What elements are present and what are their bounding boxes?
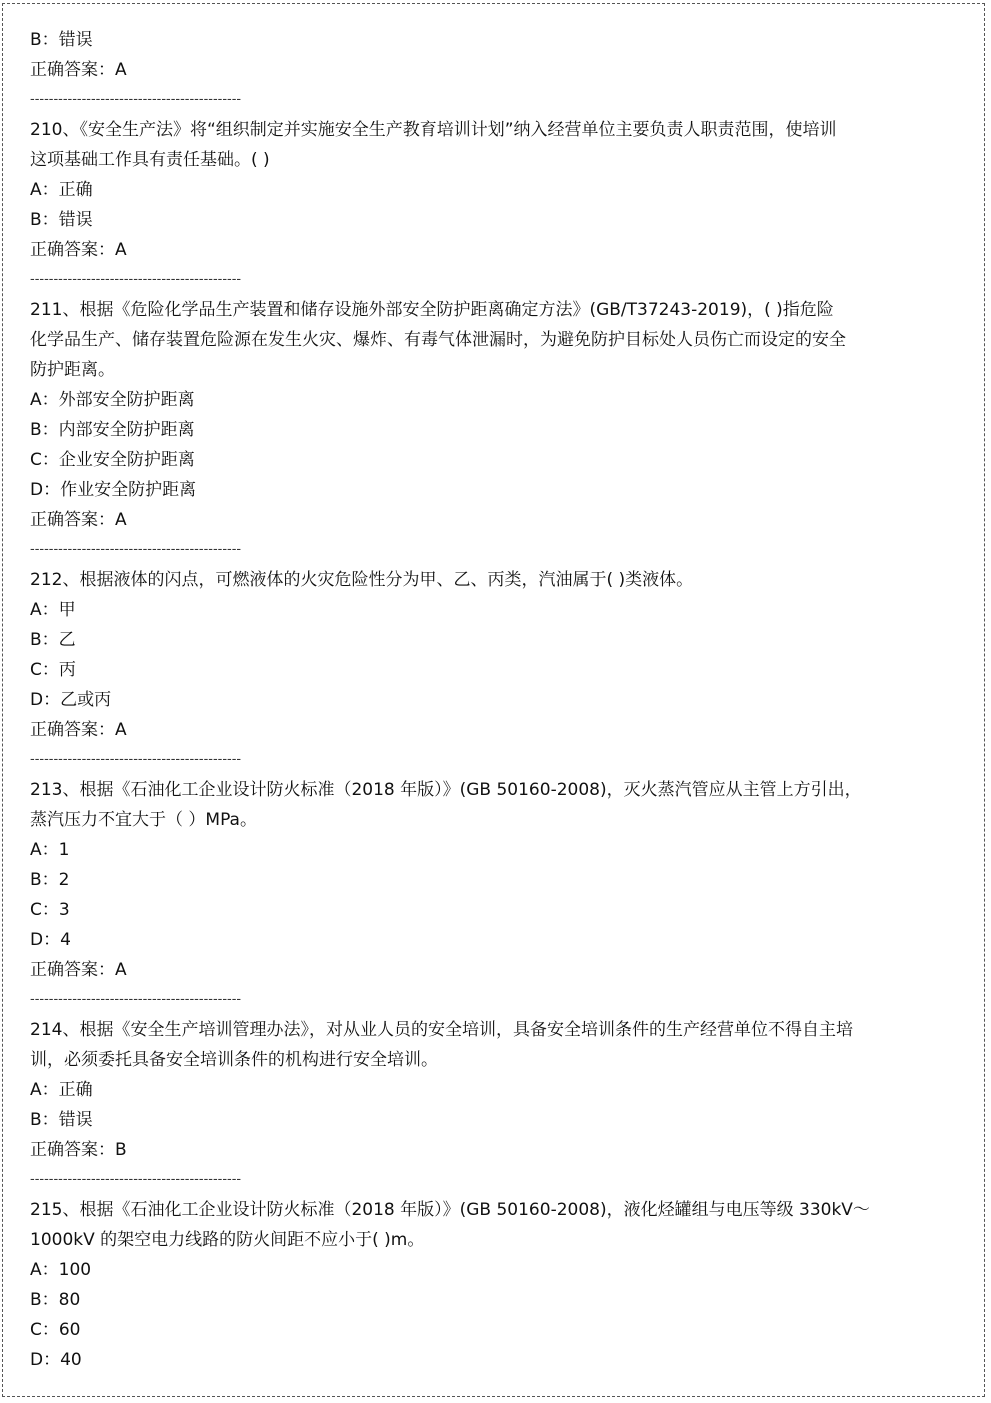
- question-text: 蒸汽压力不宜大于（ ）MPa。: [30, 810, 257, 830]
- answer-line: 正确答案：A: [30, 960, 127, 980]
- question-text: 214、根据《安全生产培训管理办法》，对从业人员的安全培训，具备安全培训条件的生产经营单位不得自主培: [30, 1020, 853, 1040]
- option-line: B：乙: [30, 630, 76, 650]
- separator: ---------------------------------------------: [30, 272, 242, 287]
- question-text: 化学品生产、储存装置危险源在发生火灾、爆炸、有毒气体泄漏时，为避免防护目标处人员伤亡而设定的安全: [30, 330, 846, 350]
- answer-line: 正确答案：A: [30, 510, 127, 530]
- question-block: [30, 565, 880, 775]
- question-text: 215、根据《石油化工企业设计防火标准（2018 年版）》(GB 50160-2008)，液化烃罐组与电压等级 330kV～: [30, 1200, 870, 1220]
- question-text: 211、根据《危险化学品生产装置和储存设施外部安全防护距离确定方法》(GB/T37243-2019)，( )指危险: [30, 300, 834, 320]
- option-line: B：错误: [30, 210, 93, 230]
- option-line: B：2: [30, 870, 70, 890]
- answer-line: 正确答案：A: [30, 720, 127, 740]
- option-line: A：100: [30, 1260, 92, 1280]
- option-line: D：40: [30, 1350, 82, 1370]
- option-line: D：4: [30, 930, 71, 950]
- question-text: 210、《安全生产法》将“组织制定并实施安全生产教育培训计划”纳入经营单位主要负责人职责范围，使培训: [30, 120, 837, 140]
- question-block: [30, 295, 880, 565]
- option-line: C：60: [30, 1320, 81, 1340]
- option-line: A：外部安全防护距离: [30, 390, 195, 410]
- option-line: B：错误: [30, 1110, 93, 1130]
- separator: ---------------------------------------------: [30, 542, 242, 557]
- answer-line: 正确答案：A: [30, 60, 127, 80]
- question-block: [30, 115, 880, 295]
- answer-line: 正确答案：B: [30, 1140, 127, 1160]
- option-line: B：内部安全防护距离: [30, 420, 195, 440]
- separator: ---------------------------------------------: [30, 992, 242, 1007]
- question-text: 防护距离。: [30, 360, 115, 380]
- document-body: [30, 25, 880, 1375]
- separator: ---------------------------------------------: [30, 1172, 242, 1187]
- option-line: B：80: [30, 1290, 81, 1310]
- question-text: 212、根据液体的闪点，可燃液体的火灾危险性分为甲、乙、丙类，汽油属于( )类液体。: [30, 570, 694, 590]
- question-text: 这项基础工作具有责任基础。( ): [30, 150, 270, 170]
- separator: ---------------------------------------------: [30, 752, 242, 767]
- question-text: 213、根据《石油化工企业设计防火标准（2018 年版）》(GB 50160-2008)，灭火蒸汽管应从主管上方引出，: [30, 780, 862, 800]
- option-line: D：乙或丙: [30, 690, 112, 710]
- question-text: 训，必须委托具备安全培训条件的机构进行安全培训。: [30, 1050, 438, 1070]
- separator: ---------------------------------------------: [30, 92, 242, 107]
- option-line: C：企业安全防护距离: [30, 450, 195, 470]
- answer-line: 正确答案：A: [30, 240, 127, 260]
- question-block: [30, 1015, 880, 1195]
- option-line: C：丙: [30, 660, 76, 680]
- option-line: B：错误: [30, 30, 93, 50]
- option-line: A：1: [30, 840, 70, 860]
- option-line: A：正确: [30, 180, 93, 200]
- option-line: C：3: [30, 900, 70, 920]
- question-block: [30, 1195, 880, 1375]
- question-block: [30, 775, 880, 1015]
- option-line: D：作业安全防护距离: [30, 480, 197, 500]
- option-line: A：正确: [30, 1080, 93, 1100]
- option-line: A：甲: [30, 600, 76, 620]
- question-text: 1000kV 的架空电力线路的防火间距不应小于( )m。: [30, 1230, 425, 1250]
